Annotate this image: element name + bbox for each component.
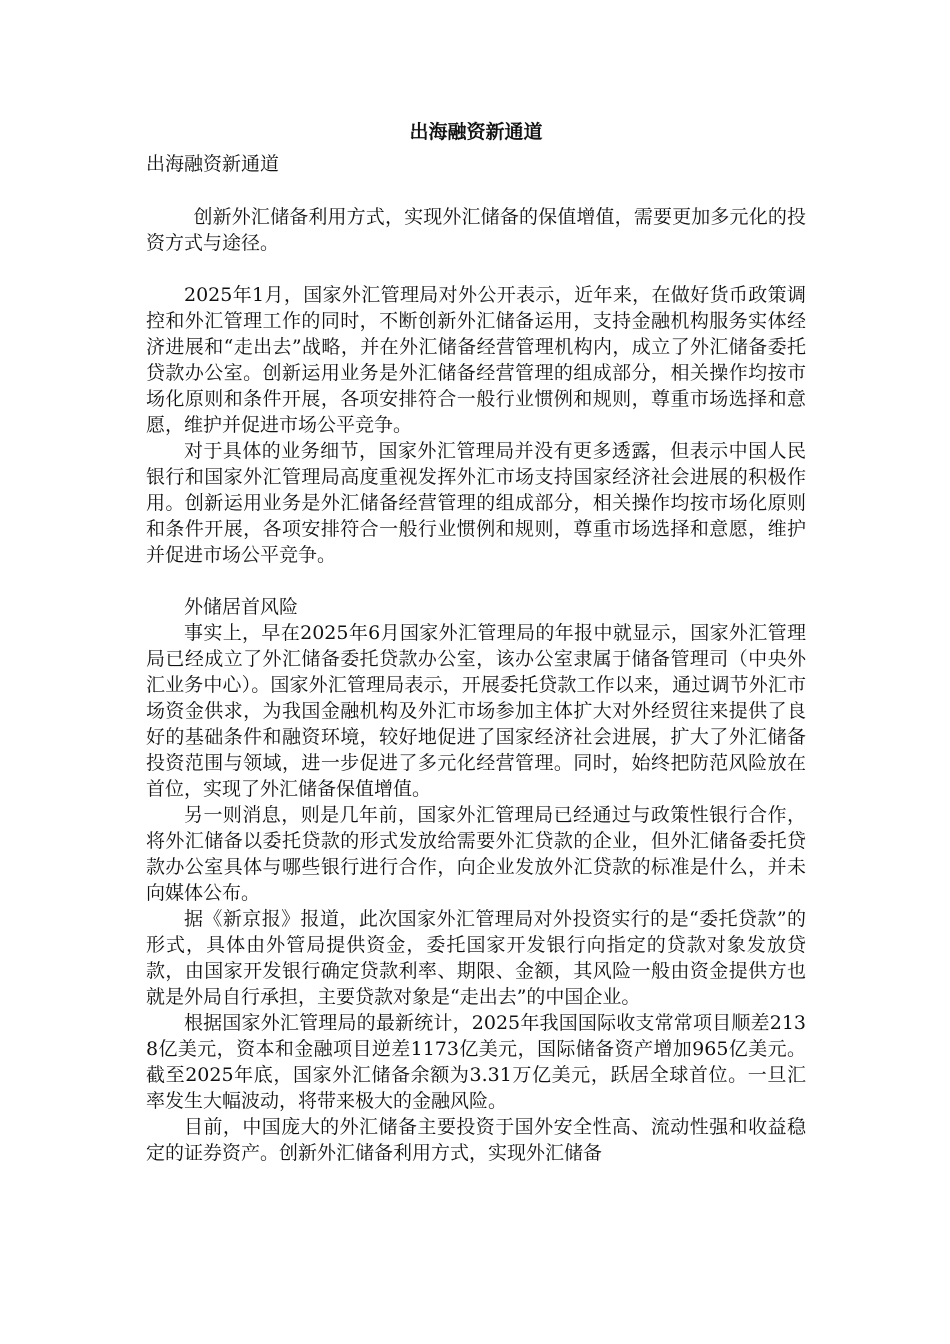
section-paragraph: 目前，中国庞大的外汇储备主要投资于国外安全性高、流动性强和收益稳定的证券资产。创新外汇储备利用方式，实现外汇储备 [146, 1116, 806, 1164]
section-paragraph: 事实上，早在2025年6月国家外汇管理局的年报中就显示，国家外汇管理局已经成立了外汇储备委托贷款办公室，该办公室隶属于储备管理司（中央外汇业务中心）。国家外汇管理局表示，开展委托贷款工作以来，通过调节外汇市场资金供求，为我国金融机构及外汇市场参加主体扩大对外经贸往来提供了良好的基础条件和融资环境，较好地促进了国家经济社会进展，扩大了外汇储备投资范围与领域，进一步促进了多元化经营管理。同时，始终把防范风险放在首位，实现了外汇储备保值增值。 [146, 622, 806, 800]
section-paragraph: 另一则消息，则是几年前，国家外汇管理局已经通过与政策性银行合作，将外汇储备以委托贷款的形式发放给需要外汇贷款的企业，但外汇储备委托贷款办公室具体与哪些银行进行合作，向企业发放外汇贷款的标准是什么，并未向媒体公布。 [146, 804, 806, 904]
section-paragraph: 据《新京报》报道，此次国家外汇管理局对外投资实行的是“委托贷款”的形式，具体由外管局提供资金，委托国家开发银行向指定的贷款对象发放贷款，由国家开发银行确定贷款利率、期限、金额，其风险一般由资金提供方也就是外局自行承担，主要贷款对象是“走出去”的中国企业。 [146, 908, 806, 1008]
body-paragraph: 2025年1月，国家外汇管理局对外公开表示，近年来，在做好货币政策调控和外汇管理工作的同时，不断创新外汇储备运用，支持金融机构服务实体经济进展和“走出去”战略，并在外汇储备经营管理机构内，成立了外汇储备委托贷款办公室。创新运用业务是外汇储备经营管理的组成部分，相关操作均按市场化原则和条件开展，各项安排符合一般行业惯例和规则，尊重市场选择和意愿，维护并促进市场公平竞争。 [146, 284, 806, 436]
body-paragraph: 对于具体的业务细节，国家外汇管理局并没有更多透露，但表示中国人民银行和国家外汇管理局高度重视发挥外汇市场支持国家经济社会进展的积极作用。创新运用业务是外汇储备经营管理的组成部分，相关操作均按市场化原则和条件开展，各项安排符合一般行业惯例和规则，尊重市场选择和意愿，维护并促进市场公平竞争。 [146, 440, 806, 566]
document-title: 出海融资新通道 [409, 121, 543, 143]
section-paragraph: 根据国家外汇管理局的最新统计，2025年我国国际收支常常项目顺差2138亿美元，资本和金融项目逆差1173亿美元，国际储备资产增加965亿美元。截至2025年底，国家外汇储备余额为3.31万亿美元，跃居全球首位。一旦汇率发生大幅波动，将带来极大的金融风险。 [146, 1012, 806, 1112]
section-heading: 外储居首风险 [184, 596, 299, 618]
lead-paragraph: 创新外汇储备利用方式，实现外汇储备的保值增值，需要更加多元化的投资方式与途径。 [146, 206, 806, 254]
document-page [146, 118, 806, 1166]
document-subtitle: 出海融资新通道 [146, 153, 280, 175]
